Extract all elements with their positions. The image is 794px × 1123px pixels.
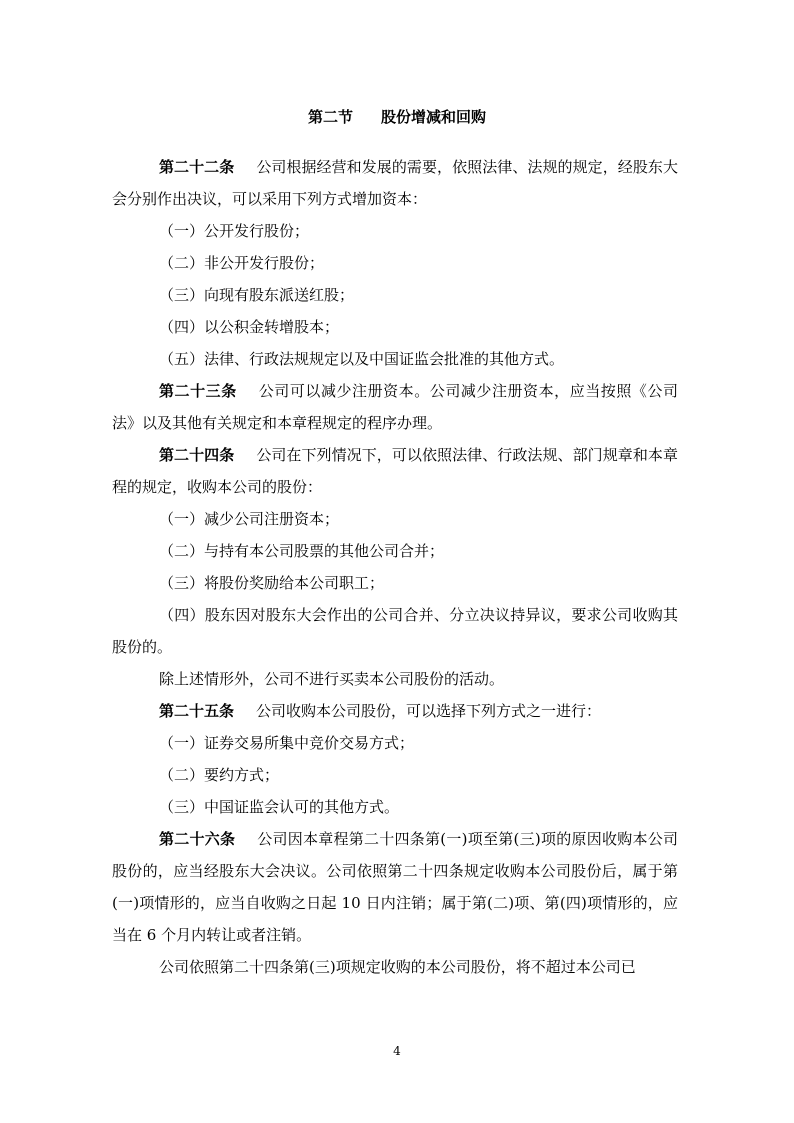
paragraph-text: （五）法律、行政法规规定以及中国证监会批准的其他方式。	[159, 350, 565, 368]
article-number: 第二十四条	[159, 446, 235, 464]
paragraph	[112, 599, 678, 663]
list-item	[112, 727, 678, 759]
paragraph-text: （四）以公积金转增股本；	[159, 318, 340, 336]
list-item	[112, 759, 678, 791]
article-number: 第二十二条	[159, 158, 235, 176]
section-number: 第二节	[307, 108, 353, 126]
article-paragraph	[112, 375, 678, 439]
section-title: 股份增减和回购	[381, 108, 487, 126]
list-item	[112, 279, 678, 311]
article-number: 第二十三条	[159, 382, 237, 400]
list-item	[112, 215, 678, 247]
article-paragraph	[112, 823, 678, 951]
list-item	[112, 343, 678, 375]
list-item	[112, 247, 678, 279]
page-number: 4	[393, 1044, 401, 1058]
list-item	[112, 503, 678, 535]
list-item	[112, 535, 678, 567]
paragraph-text: （一）证券交易所集中竞价交易方式；	[159, 734, 415, 752]
article-number: 第二十六条	[159, 830, 236, 848]
paragraph-text: （一）减少公司注册资本；	[159, 510, 340, 528]
paragraph-text: （三）中国证监会认可的其他方式。	[159, 798, 400, 816]
list-item	[112, 791, 678, 823]
list-item	[112, 311, 678, 343]
list-item	[112, 567, 678, 599]
article-number: 第二十五条	[159, 702, 235, 720]
document-body	[112, 151, 678, 983]
paragraph-text: （二）与持有本公司股票的其他公司合并；	[159, 542, 445, 560]
paragraph-text: （一）公开发行股份；	[159, 222, 310, 240]
paragraph-text: （三）将股份奖励给本公司职工；	[159, 574, 385, 592]
paragraph	[112, 663, 678, 695]
paragraph-text: （二）要约方式；	[159, 766, 280, 784]
article-paragraph	[112, 151, 678, 215]
section-heading	[0, 106, 794, 128]
paragraph-text: （二）非公开发行股份；	[159, 254, 325, 272]
paragraph-text: （四）股东因对股东大会作出的公司合并、分立决议持异议，要求公司收购其股份的。	[112, 606, 678, 656]
paragraph-text: 公司依照第二十四条第(三)项规定收购的本公司股份，将不超过本公司已	[159, 958, 636, 976]
paragraph	[112, 951, 678, 983]
paragraph-text: 公司在下列情况下，可以依照法律、行政法规、部门规章和本章程的规定，收购本公司的股份：	[112, 446, 678, 496]
paragraph-text: 除上述情形外，公司不进行买卖本公司股份的活动。	[159, 670, 505, 688]
paragraph-text: 公司根据经营和发展的需要，依照法律、法规的规定，经股东大会分别作出决议，可以采用下列方式增加资本：	[112, 158, 678, 208]
article-paragraph	[112, 695, 678, 727]
paragraph-text: （三）向现有股东派送红股；	[159, 286, 355, 304]
paragraph-text: 公司因本章程第二十四条第(一)项至第(三)项的原因收购本公司股份的，应当经股东大会决议。公司依照第二十四条规定收购本公司股份后，属于第(一)项情形的，应当自收购之日起 10 日内注销；属于第(二)项、第(四)项情形的，应当在 6 个月内转让或者注销。	[112, 830, 678, 944]
article-paragraph	[112, 439, 678, 503]
paragraph-text: 公司可以减少注册资本。公司减少注册资本，应当按照《公司法》以及其他有关规定和本章程规定的程序办理。	[112, 382, 678, 432]
paragraph-text: 公司收购本公司股份，可以选择下列方式之一进行：	[256, 702, 602, 720]
